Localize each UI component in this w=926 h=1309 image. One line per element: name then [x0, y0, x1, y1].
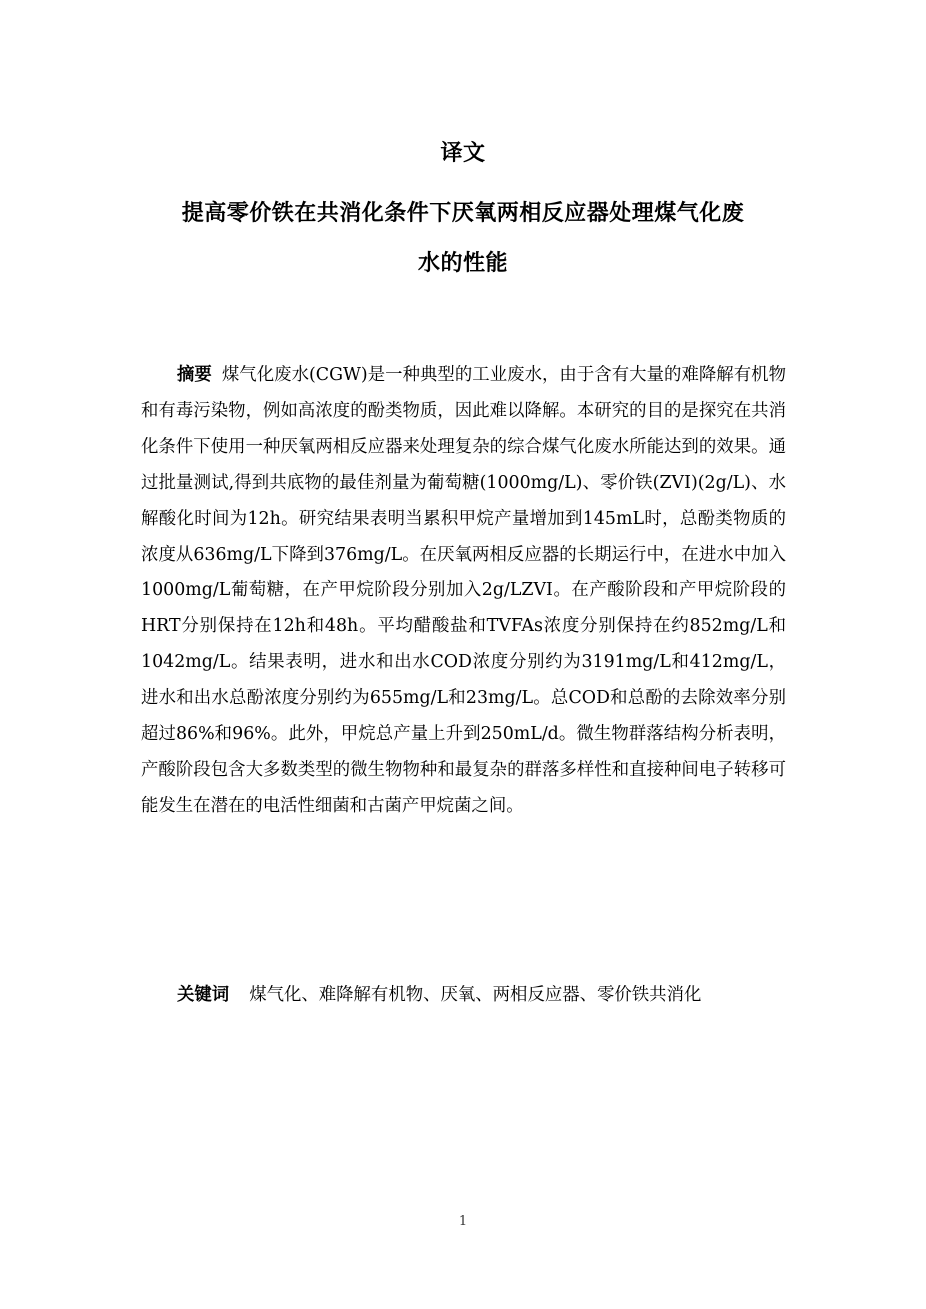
translation-label: 译文	[440, 141, 486, 166]
keywords-label: 关键词	[177, 985, 230, 1005]
document-title-line-1: 提高零价铁在共消化条件下厌氧两相反应器处理煤气化废	[181, 201, 745, 226]
document-title-line-2: 水的性能	[417, 251, 508, 276]
abstract-paragraph	[141, 358, 786, 825]
abstract-text: 煤气化废水(CGW)是一种典型的工业废水，由于含有大量的难降解有机物和有毒污染物，例如高浓度的酚类物质，因此难以降解。本研究的目的是探究在共消化条件下使用一种厌氧两相反应器来处理复杂的综合煤气化废水所能达到的效果。通过批量测试,得到共底物的最佳剂量为葡萄糖(1000mg/L)、零价铁(ZVI)(2g/L)、水解酸化时间为12h。研究结果表明当累积甲烷产量增加到145mL时，总酚类物质的浓度从636mg/L下降到376mg/L。在厌氧两相反应器的长期运行中，在进水中加入1000mg/L葡萄糖，在产甲烷阶段分别加入2g/LZVI。在产酸阶段和产甲烷阶段的HRT分别保持在12h和48h。平均醋酸盐和TVFAs浓度分别保持在约852mg/L和1042mg/L。结果表明，进水和出水COD浓度分别约为3191mg/L和412mg/L，进水和出水总酚浓度分别约为655mg/L和23mg/L。总COD和总酚的去除效率分别超过86%和96%。此外，甲烷总产量上升到250mL/d。微生物群落结构分析表明，产酸阶段包含大多数类型的微生物物种和最复杂的群落多样性和直接种间电子转移可能发生在潜在的电活性细菌和古菌产甲烷菌之间。	[141, 365, 786, 816]
abstract-label: 摘要	[177, 365, 212, 385]
keywords-line	[177, 980, 701, 1010]
keywords-text: 煤气化、难降解有机物、厌氧、两相反应器、零价铁共消化	[249, 985, 702, 1005]
page-number: 1	[458, 1214, 468, 1229]
